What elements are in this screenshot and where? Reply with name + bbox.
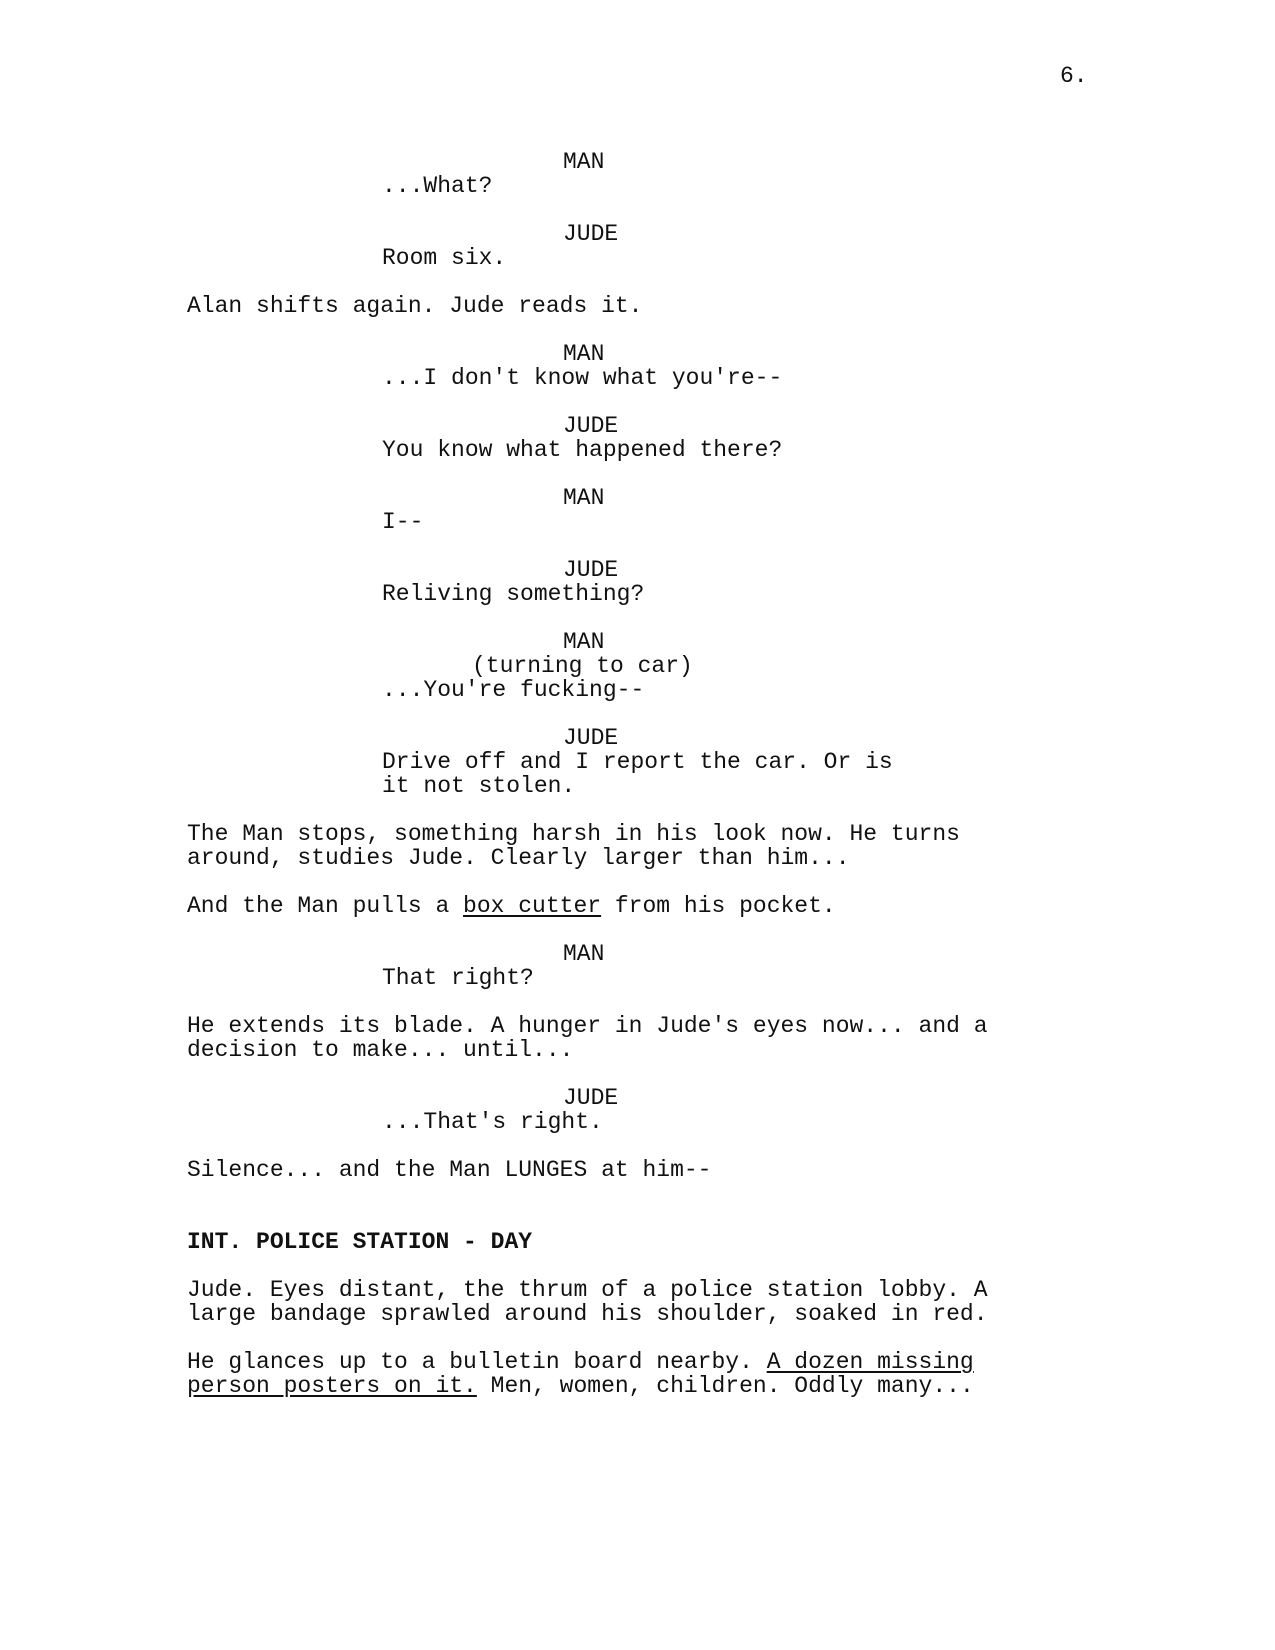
action-line: large bandage sprawled around his shoulder, soaked in red. (187, 1301, 988, 1327)
dialogue-line: Drive off and I report the car. Or is (382, 749, 893, 775)
page-number: 6. (1060, 63, 1088, 89)
action-text: And the Man pulls a (187, 893, 464, 919)
action-line (187, 1374, 974, 1399)
character-name: JUDE (563, 221, 619, 247)
parenthetical: (turning to car) (472, 653, 693, 679)
character-name: MAN (563, 341, 605, 367)
action-line (187, 1350, 974, 1375)
action-line: The Man stops, something harsh in his look now. He turns (187, 821, 960, 847)
dialogue-line: it not stolen. (382, 773, 576, 799)
action-line: decision to make... until... (187, 1037, 574, 1063)
action-text: Men, women, children. Oddly many... (476, 1373, 974, 1399)
character-name: JUDE (563, 725, 619, 751)
action-line: Silence... and the Man LUNGES at him-- (187, 1157, 712, 1183)
action-line (187, 894, 836, 919)
dialogue-line: I-- (382, 509, 424, 535)
character-name: JUDE (563, 413, 619, 439)
action-line: He extends its blade. A hunger in Jude's eyes now... and a (187, 1013, 988, 1039)
dialogue-line: Reliving something? (382, 581, 645, 607)
underlined-text: person posters on it. (187, 1373, 477, 1399)
dialogue-line: You know what happened there? (382, 437, 783, 463)
scene-heading: INT. POLICE STATION - DAY (187, 1229, 533, 1255)
dialogue-line: That right? (382, 965, 534, 991)
character-name: JUDE (563, 557, 619, 583)
character-name: MAN (563, 485, 605, 511)
character-name: MAN (563, 941, 605, 967)
dialogue-line: Room six. (382, 245, 507, 271)
character-name: JUDE (563, 1085, 619, 1111)
dialogue-line: ...I don't know what you're-- (382, 365, 783, 391)
action-line: around, studies Jude. Clearly larger than him... (187, 845, 850, 871)
underlined-text: A dozen missing (766, 1349, 974, 1375)
dialogue-line: ...You're fucking-- (382, 677, 645, 703)
underlined-prop: box cutter (463, 893, 602, 919)
action-text: He glances up to a bulletin board nearby. (187, 1349, 767, 1375)
dialogue-line: ...What? (382, 173, 493, 199)
dialogue-line: ...That's right. (382, 1109, 603, 1135)
character-name: MAN (563, 149, 605, 175)
action-text: from his pocket. (601, 893, 836, 919)
character-name: MAN (563, 629, 605, 655)
action-line: Alan shifts again. Jude reads it. (187, 293, 643, 319)
action-line: Jude. Eyes distant, the thrum of a police station lobby. A (187, 1277, 988, 1303)
